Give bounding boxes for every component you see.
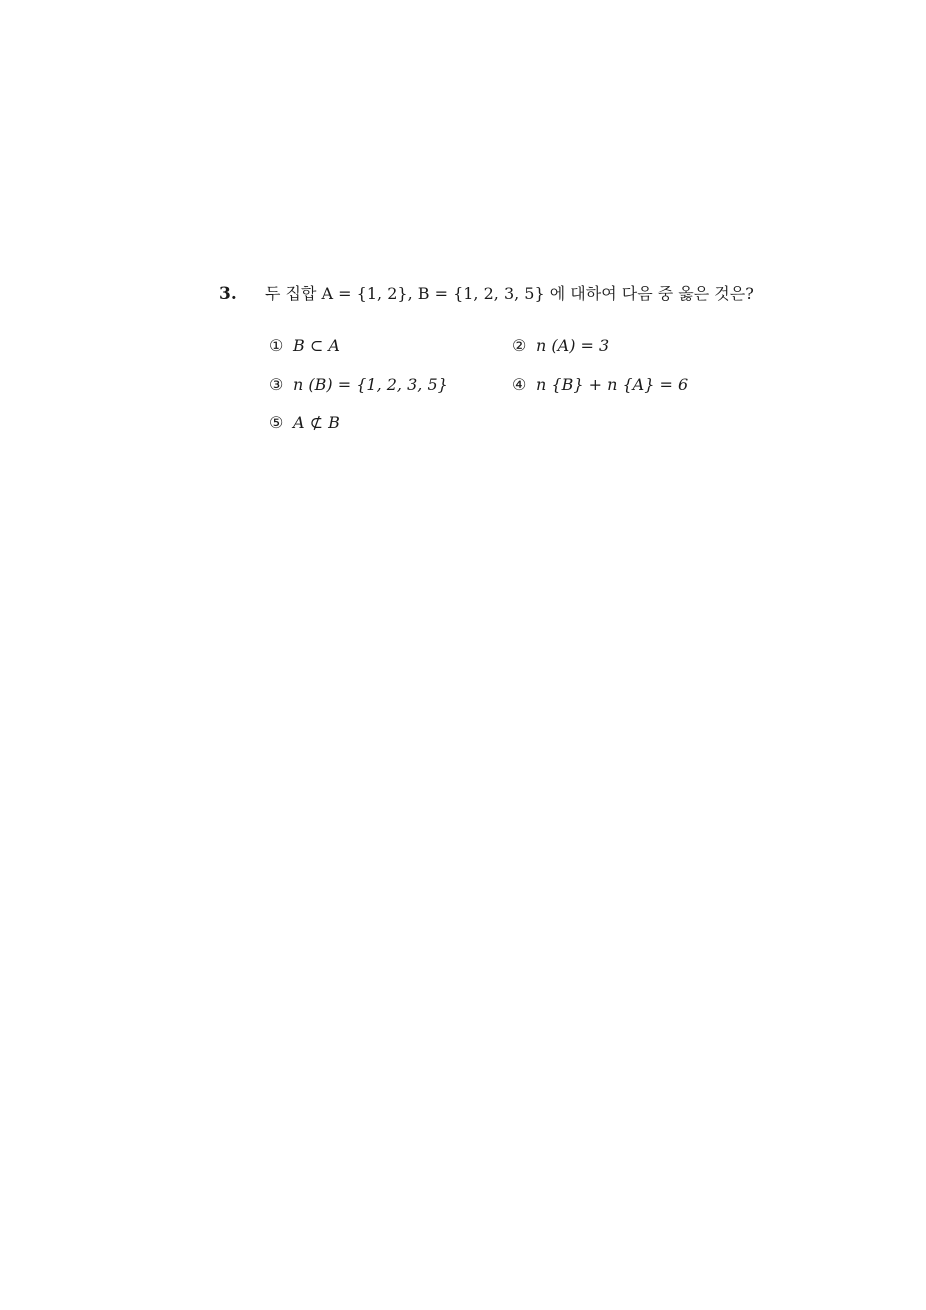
- choice-2: [512, 334, 609, 358]
- problem-number: 3.: [219, 284, 237, 304]
- choice-text: B ⊂ A: [293, 336, 340, 355]
- choice-number: ⑤: [269, 413, 284, 432]
- choice-text: n (B) = {1, 2, 3, 5}: [293, 375, 448, 394]
- choice-text: A ⊄ B: [293, 413, 340, 432]
- choice-1: [269, 334, 340, 358]
- choice-number: ③: [269, 375, 284, 394]
- choice-text: n (A) = 3: [536, 336, 610, 355]
- choice-5: [269, 411, 340, 435]
- choice-4: [512, 373, 688, 397]
- choice-number: ②: [512, 336, 527, 355]
- problem-stem: 두 집합 A = {1, 2}, B = {1, 2, 3, 5} 에 대하여 다음 중 옳은 것은?: [265, 284, 754, 303]
- choice-number: ①: [269, 336, 284, 355]
- choice-number: ④: [512, 375, 527, 394]
- choice-3: [269, 373, 448, 397]
- choice-text: n {B} + n {A} = 6: [536, 375, 689, 394]
